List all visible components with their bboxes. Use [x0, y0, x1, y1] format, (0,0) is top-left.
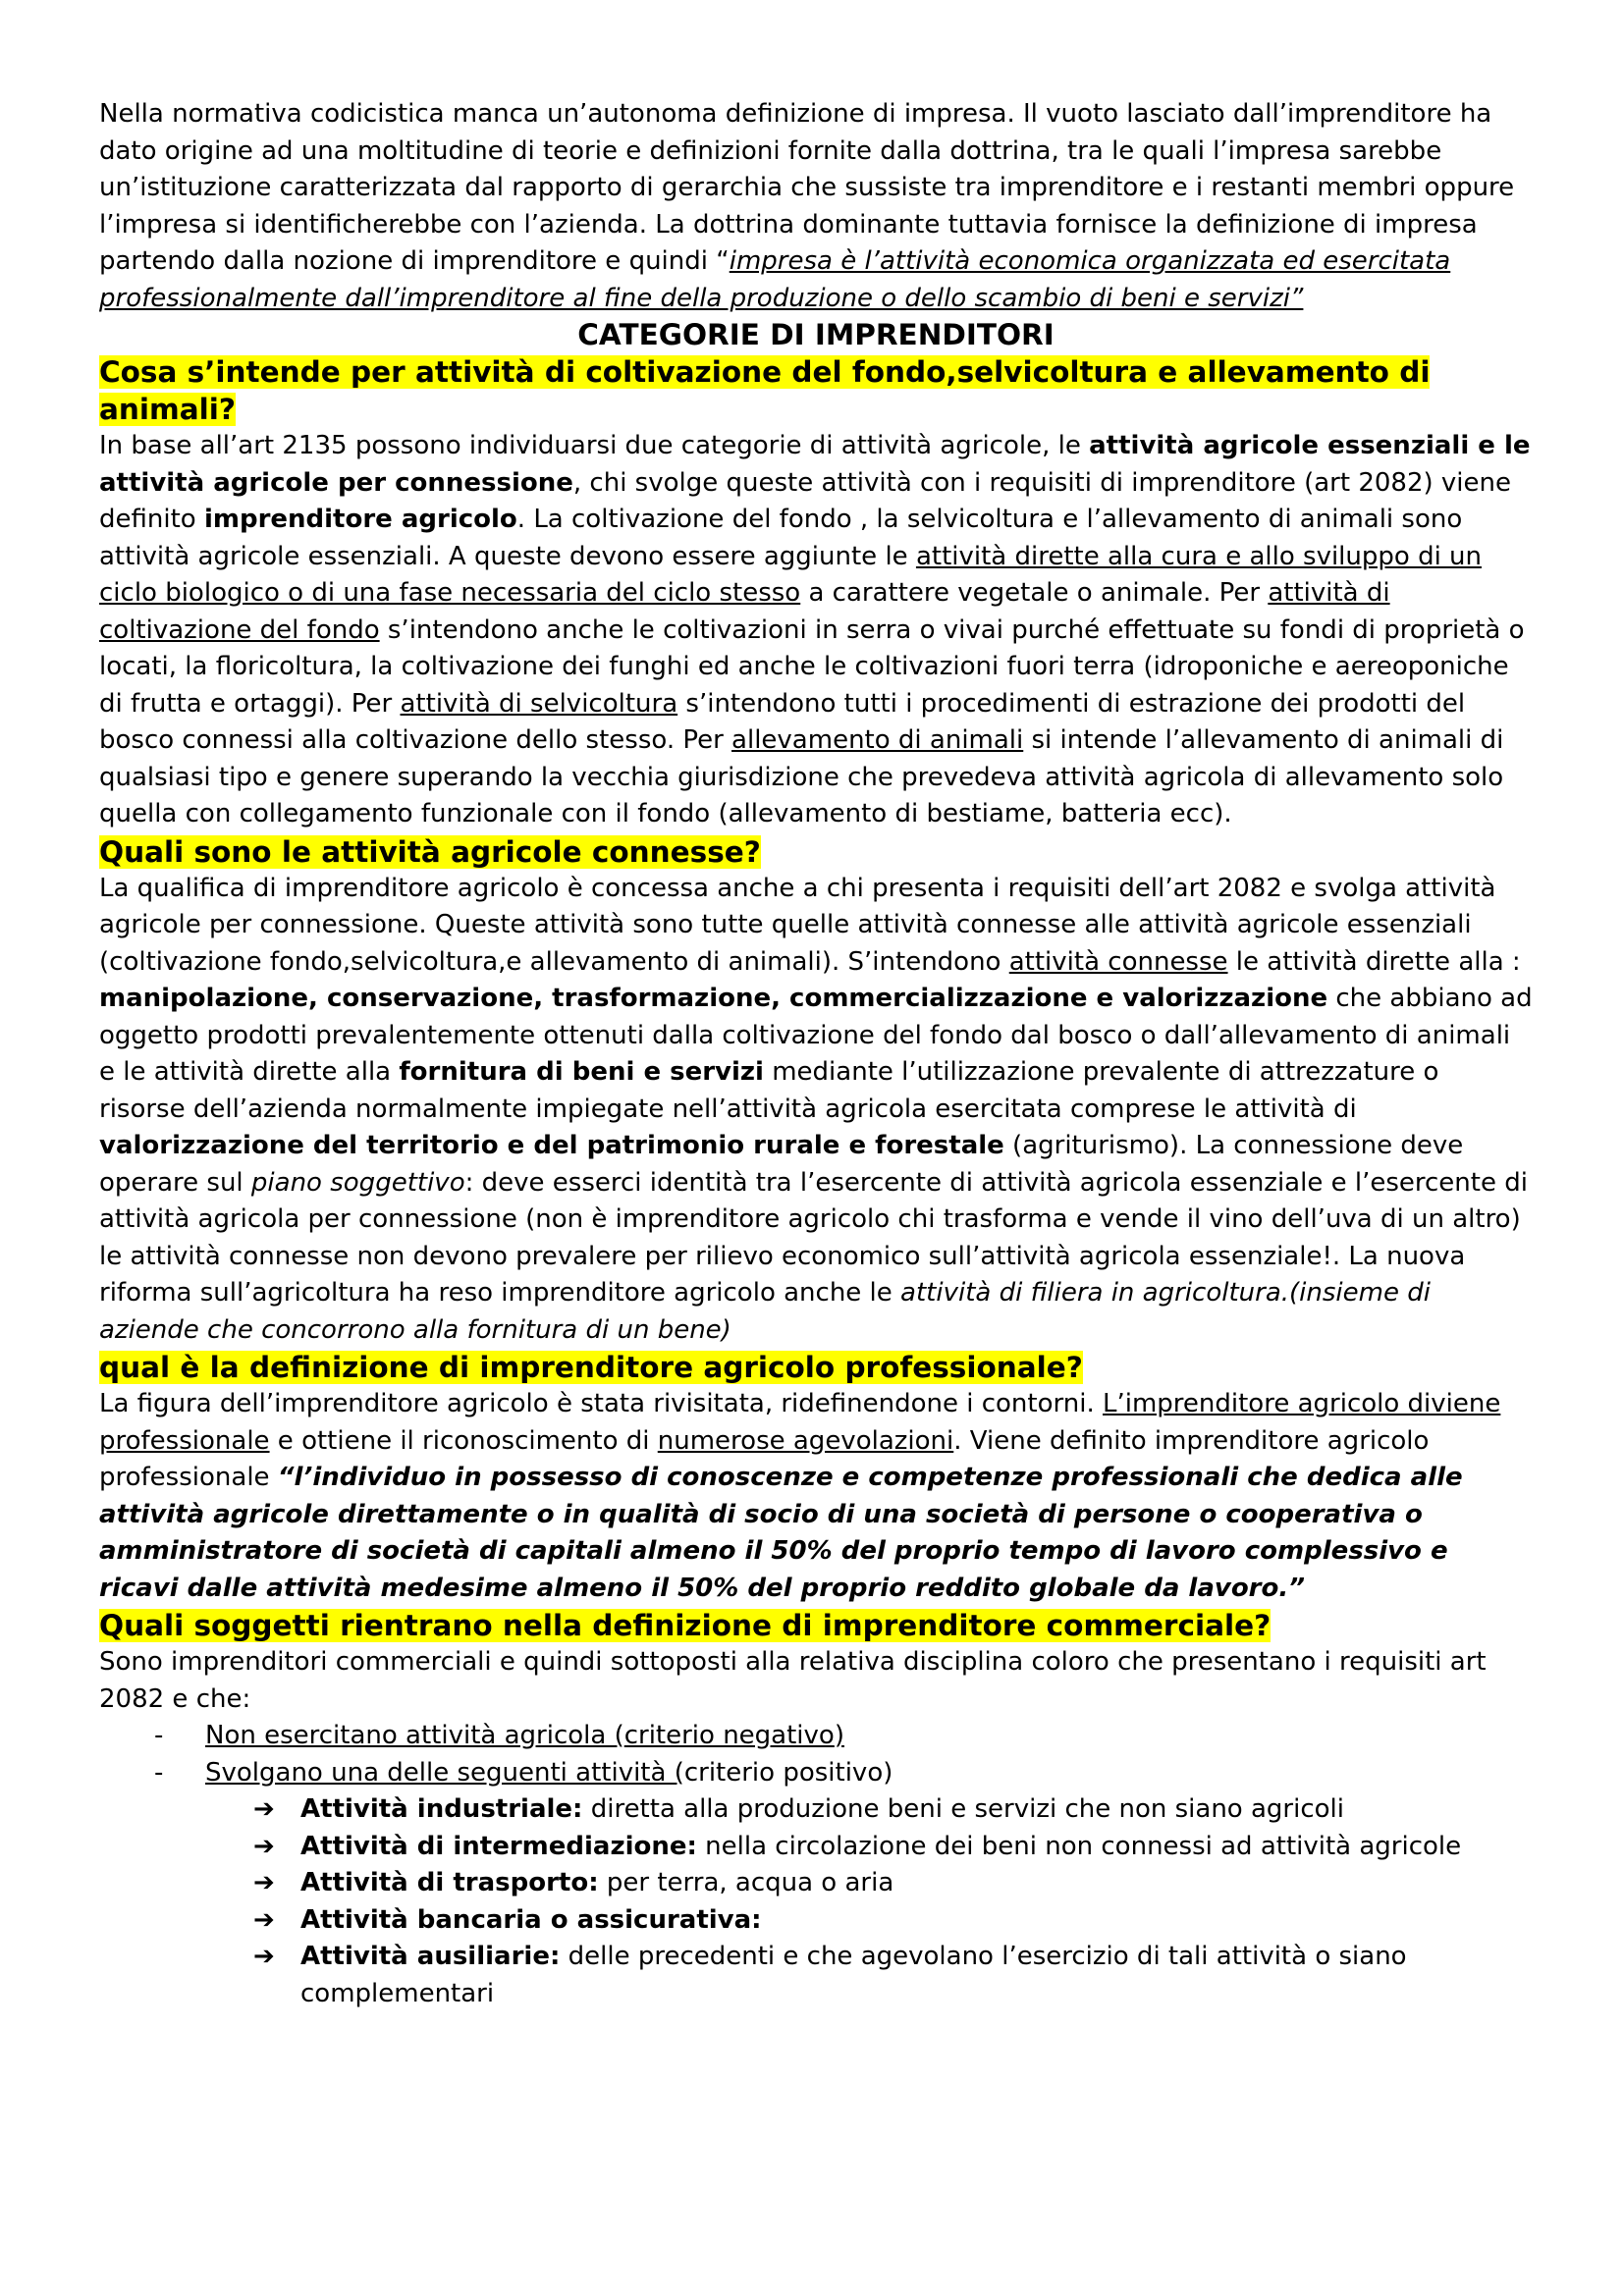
list-item: - Non esercitano attività agricola (criterio negativo) [154, 1721, 844, 1750]
question-1: Cosa s’intende per attività di coltivazione del fondo,selvicoltura e allevamento di animali? [99, 355, 1431, 426]
document-page [99, 96, 1533, 2012]
question-4: Quali soggetti rientrano nella definizione di imprenditore commerciale? [99, 1609, 1271, 1642]
question-2: Quali sono le attività agricole connesse? [99, 834, 761, 869]
list-item: ➔ Attività ausiliarie: delle precedenti e che agevolano l’esercizio di tali attività o siano complementari [99, 1939, 1533, 2012]
list-item: ➔ Attività industriale: diretta alla produzione beni e servizi che non siano agricoli [99, 1791, 1533, 1829]
activities-list [99, 1791, 1533, 2012]
answer-3: La figura dell’imprenditore agricolo è stata rivisitata, ridefinendone i contorni. L’imprenditore agricolo diviene professionale e ottiene il riconoscimento di numerose agevolazioni. Viene definito imprenditore agricolo professionale “l’individuo in possesso di conoscenze e competenze professionali che dedica alle attività agricole direttamente o in qualità di socio di una società di persone o cooperativa o amministratore di società di capitali almeno il 50% del proprio tempo di lavoro complessivo e ricavi dalle attività medesime almeno il 50% del proprio reddito globale da lavoro.” [99, 1389, 1501, 1603]
arrow-icon: ➔ [253, 1794, 275, 1824]
list-item: ➔ Attività bancaria o assicurativa: [99, 1902, 1533, 1940]
question-3: qual è la definizione di imprenditore agricolo professionale? [99, 1351, 1083, 1384]
answer-1: In base all’art 2135 possono individuarsi due categorie di attività agricole, le attività agricole essenziali e le attività agricole per connessione, chi svolge queste attività con i requisiti di imprenditore (art 2082) viene definito imprenditore agricolo. La coltivazione del fondo , la selvicoltura e l’allevamento di animali sono attività agricole essenziali. A queste devono essere aggiunte le attività dirette alla cura e allo sviluppo di un ciclo biologico o di una fase necessaria del ciclo stesso a carattere vegetale o animale. Per attività di coltivazione del fondo s’intendono anche le coltivazioni in serra o vivai purché effettuate su fondi di proprietà o locati, la floricoltura, la coltivazione dei funghi ed anche le coltivazioni fuori terra (idroponiche e aereoponiche di frutta e ortaggi). Per attività di selvicoltura s’intendono tutti i procedimenti di estrazione dei prodotti del bosco connessi alla coltivazione dello stesso. Per allevamento di animali si intende l’allevamento di animali di qualsiasi tipo e genere superando la vecchia giurisdizione che prevedeva attività agricola di allevamento solo quella con collegamento funzionale con il fondo (allevamento di bestiame, batteria ecc). [99, 431, 1531, 828]
arrow-icon: ➔ [253, 1868, 275, 1897]
arrow-icon: ➔ [253, 1904, 275, 1935]
page-title: CATEGORIE DI IMPRENDITORI [577, 318, 1055, 351]
list-item: ➔ Attività di intermediazione: nella circolazione dei beni non connessi ad attività agricole [99, 1829, 1533, 1866]
arrow-icon: ➔ [253, 1831, 275, 1861]
intro-paragraph: Nella normativa codicistica manca un’autonoma definizione di impresa. Il vuoto lasciato dall’imprenditore ha dato origine ad una moltitudine di teorie e definizioni fornite dalla dottrina, tra le quali l’impresa sarebbe un’istituzione caratterizzata dal rapporto di gerarchia che sussiste tra imprenditore e i restanti membri oppure l’impresa si identificherebbe con l’azienda. La dottrina dominante tuttavia fornisce la definizione di impresa partendo dalla nozione di imprenditore e quindi “impresa è l’attività economica organizzata ed esercitata professionalmente dall’imprenditore al fine della produzione o dello scambio di beni e servizi” [99, 99, 1515, 313]
answer-2: La qualifica di imprenditore agricolo è concessa anche a chi presenta i requisiti dell’art 2082 e svolga attività agricole per connessione. Queste attività sono tutte quelle attività connesse alle attività agricole essenziali (coltivazione fondo,selvicoltura,e allevamento di animali). S’intendono attività connesse le attività dirette alla : manipolazione, conservazione, trasformazione, commercializzazione e valorizzazione che abbiano ad oggetto prodotti prevalentemente ottenuti dalla coltivazione del fondo dal bosco o dall’allevamento di animali e le attività dirette alla fornitura di beni e servizi mediante l’utilizzazione prevalente di attrezzature o risorse dell’azienda normalmente impiegate nell’attività agricola esercitata comprese le attività di valorizzazione del territorio e del patrimonio rurale e forestale (agriturismo). La connessione deve operare sul piano soggettivo: deve esserci identità tra l’esercente di attività agricola essenziale e l’esercente di attività agricola per connessione (non è imprenditore agricolo chi trasforma e vende il vino dell’uva di un altro) le attività connesse non devono prevalere per rilievo economico sull’attività agricola essenziale!. La nuova riforma sull’agricoltura ha reso imprenditore agricolo anche le attività di filiera in agricoltura.(insieme di aziende che concorrono alla fornitura di un bene) [99, 873, 1533, 1345]
criteria-list [99, 1718, 1533, 1791]
answer-4-intro: Sono imprenditori commerciali e quindi sottoposti alla relativa disciplina coloro che presentano i requisiti art 2082 e che: [99, 1647, 1487, 1714]
impresa-definition: impresa è l’attività economica organizzata ed esercitata professionalmente dall’imprenditore al fine della produzione o dello scambio di beni e servizi” [99, 246, 1451, 313]
arrow-icon: ➔ [253, 1942, 275, 1971]
list-item: ➔ Attività di trasporto: per terra, acqua o aria [99, 1865, 1533, 1902]
list-item: - Svolgano una delle seguenti attività (criterio positivo) [154, 1757, 893, 1788]
